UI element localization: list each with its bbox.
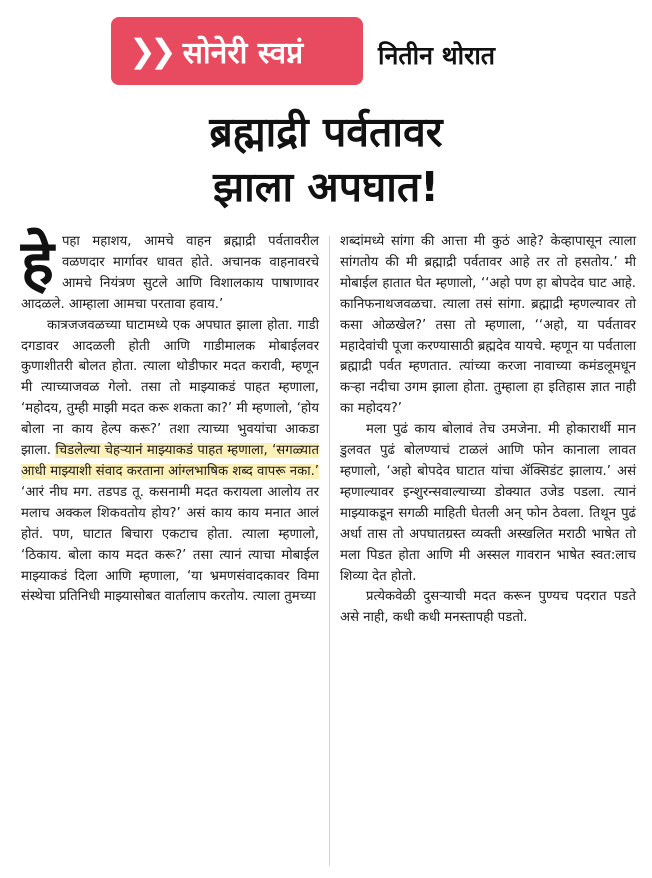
article-paragraph: मला पुढं काय बोलावं तेच उमजेना. मी होकारार्थी मान डुलवत पुढं बोलण्याचं टाळलं आणि फोन कानाला लावत म्हणालो, ‘अहो बोपदेव घाटात यांचा ॲक्सिडंट झालाय.’ असं म्हणाल्यावर इन्शुरन्सवाल्याच्या डोक्यात उजेड पडला. त्यानं माझ्याकडून सगळी माहिती घेतली अन् फोन ठेवला. तिथून पुढं अर्धा तास तो अपघातग्रस्त व्यक्ती अस्खलित मराठी भाषेत तो मला पिडत होता आणि मी अस्सल गावरान भाषेत स्वत:लाच शिव्या देत होतो. bbox=[340, 422, 636, 584]
headline-line-2: झाला अपघात! bbox=[213, 163, 439, 211]
article-paragraph: शब्दांमध्ये सांगा की आत्ता मी कुठं आहे? केव्हापासून त्याला सांगतोय की मी ब्रह्माद्री पर्वतावर आहे तर तो हसतोय.’ मी मोबाईल हातात घेत म्हणालो, ‘‘अहो पण हा बोपदेव घाट आहे. कानिफनाथजवळचा. त्याला तसं सांगा. ब्रह्माद्री म्हणल्यावर तो कसा ओळखेल?’ तसा तो म्हणाला, ‘‘अहो, या पर्वतावर महादेवांची पूजा करण्यासाठी ब्रह्मदेव यायचे. म्हणून या पर्वताला ब्रह्माद्री पर्वत म्हणतात. त्यांच्या करजा नावाच्या कमंडलूमधून कऱ्हा नदीचा उगम झाला होता. तुम्हाला हा इतिहास ज्ञात नाही का महोदय?’ bbox=[340, 234, 636, 417]
paragraph-text: पहा महाशय, आमचे वाहन ब्रह्माद्री पर्वतावरील वळणदार मार्गावर धावत होते. अचानक वाहनावरचे आमचे नियंत्रण सुटले आणि विशालकाय पाषाणावर आदळले. आम्हाला आमचा परतावा हवाय.’ bbox=[21, 234, 319, 312]
column-name: सोनेरी स्वप्नं bbox=[182, 35, 304, 71]
article-paragraph bbox=[21, 316, 319, 609]
double-chevron-right-icon: ❯❯ bbox=[129, 32, 171, 70]
drop-cap: हे bbox=[21, 226, 54, 299]
highlighted-quote: चिडलेल्या चेहऱ्यानं माझ्याकडं पाहत म्हणाला, ‘सगळ्यात आधी माझ्याशी संवाद करताना आंग्लभाषिक शब्द वापरू नका.’ bbox=[21, 443, 319, 479]
article-paragraph bbox=[21, 226, 319, 316]
article-column-right bbox=[340, 232, 636, 629]
column-divider bbox=[329, 236, 330, 866]
column-badge bbox=[111, 17, 363, 85]
author-name: नितीन थोरात bbox=[378, 41, 496, 70]
article-paragraph: प्रत्येकवेळी दुसऱ्याची मदत करून पुण्यच पदरात पडते असे नाही, कधी कधी मनस्तापही पडतो. bbox=[340, 589, 636, 626]
paragraph-text: ‘आरं नीघ मग. तडपड तू. कसनामी मदत करायला आलोय तर मलाच अक्कल शिकवतोय होय?’ असं काय काय मनात आलं होतं. पण, घाटात बिचारा एकटाच होता. त्याला म्हणालो, ‘ठिकाय. बोला काय मदत करू?’ तसा त्यानं त्याचा मोबाईल माझ्याकडं दिला आणि म्हणाला, ‘या भ्रमणसंवादकावर विमा संस्थेचा प्रतिनिधी माझ्यासोबत वार्तालाप करतोय. त्याला तुमच्या bbox=[21, 484, 319, 605]
headline-line-1: ब्रह्माद्री पर्वतावर bbox=[209, 108, 443, 156]
paragraph-text: कात्रजजवळच्या घाटामध्ये एक अपघात झाला होता. गाडी दगडावर आदळली होती आणि गाडीमालक मोबाईलवर कुणाशीतरी बोलत होता. त्याला थोडीफार मदत करावी, म्हणून मी त्याच्याजवळ गेलो. तसा तो माझ्याकडं पाहत म्हणाला, ‘महोदय, तुम्ही माझी मदत करू शकता का?’ मी म्हणालो, ‘होय बोला ना काय हेल्प करू?’ तशा त्याच्या भुवयांचा आकडा झाला. bbox=[21, 317, 319, 459]
article-column-left bbox=[21, 226, 319, 608]
